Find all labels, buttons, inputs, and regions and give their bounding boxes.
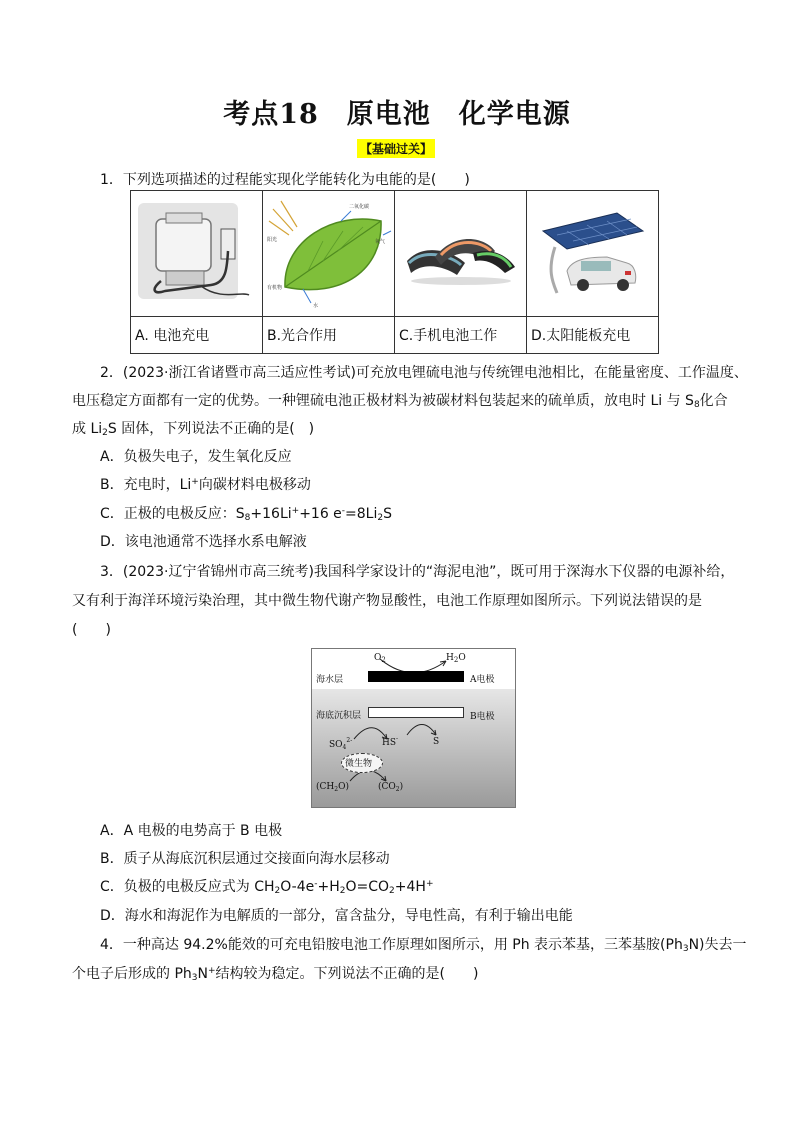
q4-stem-line2: 个电子后形成的 $Ph_3N^+$结构较为稳定。下列说法不正确的是( ) (72, 966, 479, 983)
label-sulfate: $SO_4^{2-}$ (329, 737, 353, 751)
q2-option-c: C．正极的电极反应：$S_8+16Li^++16$ $e^-=8Li_2S$ (100, 506, 392, 523)
q1-option-c: C.手机电池工作 (395, 317, 527, 354)
q1-image-b (263, 191, 395, 317)
label-water: 水 (313, 303, 319, 309)
a-electrode-plate (368, 671, 464, 682)
q1-image-d (527, 191, 659, 317)
q3-stem-line1: 3．(2023·辽宁省锦州市高三统考)我国科学家设计的“海泥电池”，既可用于深海水下仪器的电源补给， (100, 564, 735, 580)
label-seawater-layer: 海水层 (316, 675, 344, 685)
section-badge: 【基础过关】 (357, 139, 435, 158)
q4-stem-line1: 4．一种高达 94.2%能效的可充电铅胺电池工作原理如图所示，用 Ph 表示苯基，三苯基胺$(Ph_3N)$失去一 (100, 937, 747, 954)
label-co2-product: $(CO_2)$ (378, 782, 404, 793)
flexible-phone-battery-image (395, 191, 526, 312)
label-h2o: $H_2O$ (446, 653, 466, 664)
label-b-electrode: B电极 (470, 712, 495, 722)
q3-option-b: B．质子从海底沉积层通过交接面向海水层移动 (100, 851, 390, 867)
label-a-electrode: A电极 (470, 675, 495, 685)
q1-option-a: A. 电池充电 (131, 317, 263, 354)
b-electrode-plate (368, 707, 464, 718)
q3-stem-line2: 又有利于海洋环境污染治理，其中微生物代谢产物显酸性，电池工作原理如图所示。下列说法错误的是 (72, 593, 702, 609)
label-microbe: 微生物 (345, 759, 373, 769)
photosynthesis-leaf-image (263, 191, 394, 312)
q1-option-b: B.光合作用 (263, 317, 395, 354)
q1-option-d: D.太阳能板充电 (527, 317, 659, 354)
label-sunlight: 阳光 (267, 237, 278, 243)
label-hs: HS- (382, 735, 399, 748)
q2-option-a: A．负极失电子，发生氧化反应 (100, 449, 292, 465)
solar-carport-image (527, 191, 658, 312)
battery-charger-image (131, 191, 262, 312)
label-co2: 二氧化碳 (349, 204, 370, 210)
q1-image-c (395, 191, 527, 317)
label-ch2o: $(CH_2O)$ (316, 782, 349, 793)
label-organic: 有机物 (267, 285, 283, 291)
sea-mud-battery-diagram (311, 648, 516, 808)
q3-option-a: A．A 电极的电势高于 B 电极 (100, 823, 283, 839)
q2-option-d: D．该电池通常不选择水系电解液 (100, 534, 307, 550)
q3-option-d: D．海水和海泥作为电解质的一部分，富含盐分，导电性高，有利于输出电能 (100, 908, 573, 924)
q2-stem-line3: 成 $Li_2S$ 固体，下列说法不正确的是( ) (72, 421, 315, 438)
page-title: 考点18 原电池 化学电源 (223, 99, 571, 130)
q2-stem-line2: 电压稳定方面都有一定的优势。一种锂硫电池正极材料为被碳材料包装起来的硫单质，放电时 Li 与 $S_8$化合 (72, 393, 728, 410)
label-sediment-layer: 海底沉积层 (316, 711, 362, 721)
label-o2: $O_2$ (374, 653, 386, 664)
q3-option-c: C．负极的电极反应式为 $CH_2O-4e^-+H_2O=CO_2+4H^+$ (100, 879, 434, 896)
q3-stem-line3: ( ) (72, 622, 111, 638)
label-oxygen: 氧气 (375, 239, 386, 245)
q2-option-b: B．充电时，Li+向碳材料电极移动 (100, 477, 311, 493)
q2-stem-line1: 2．(2023·浙江省诸暨市高三适应性考试)可充放电锂硫电池与传统锂电池相比，在能量密度、工作温度、 (100, 365, 748, 381)
q1-stem: 1．下列选项描述的过程能实现化学能转化为电能的是( ) (100, 172, 470, 188)
q1-image-a (131, 191, 263, 317)
q1-options-table (130, 190, 659, 354)
label-s: S (433, 737, 440, 747)
